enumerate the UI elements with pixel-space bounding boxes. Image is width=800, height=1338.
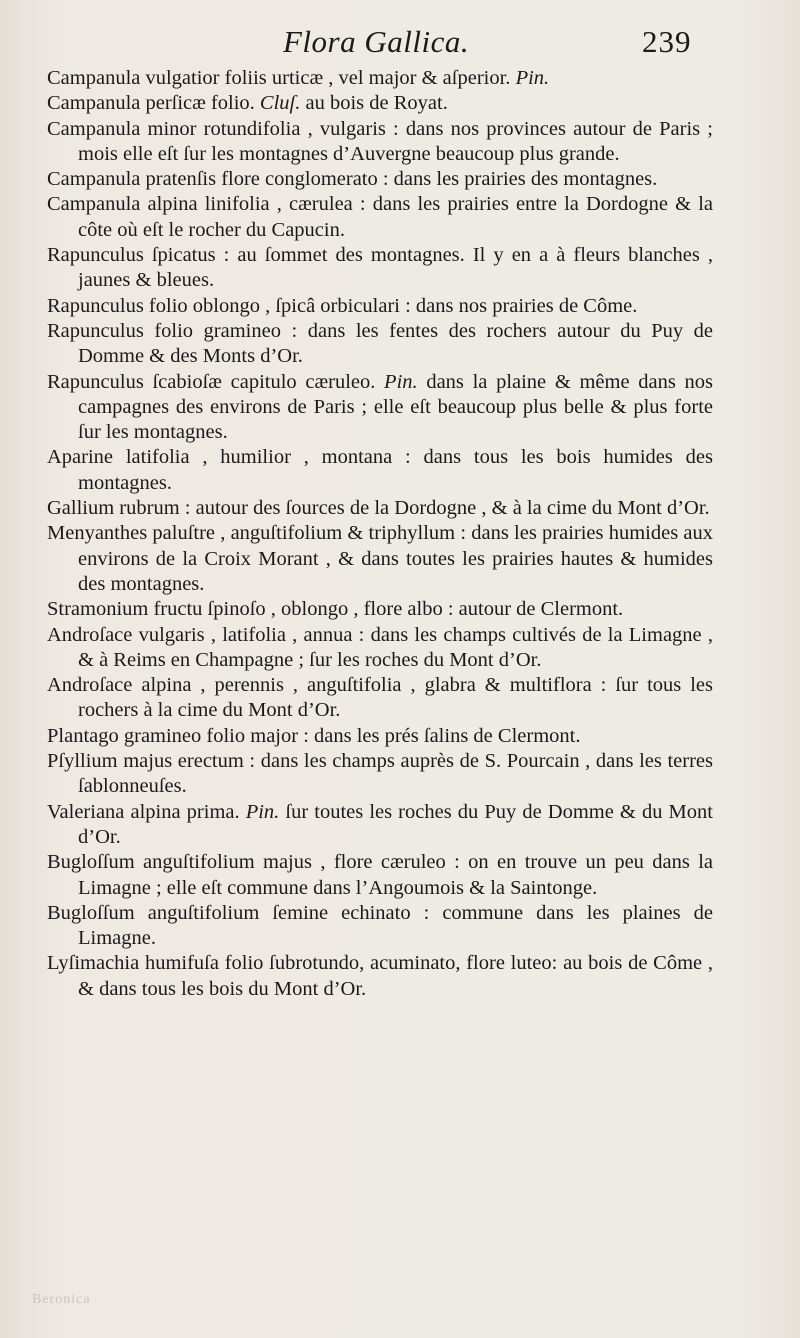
species-entry-19: Bugloſſum anguſtifolium majus , flore cæruleo : on en trouve un peu dans la Limagne ; elle eſt commune dans l’Angoumois & la Saintonge.: [47, 851, 713, 899]
species-entry-10: Aparine latifolia , humilior , montana : dans tous les bois humides des montagnes.: [47, 446, 713, 494]
species-entry-3: Campanula minor rotundifolia , vulgaris : dans nos provinces autour de Paris ; mois elle eſt ſur les montagnes d’Auvergne beaucoup plus grande.: [47, 117, 713, 165]
species-entry-13: Stramonium fructu ſpinoſo , oblongo , flore albo : autour de Clermont.: [47, 598, 624, 621]
species-entry-18: Valeriana alpina prima. Pin. ſur toutes les roches du Puy de Domme & du Mont d’Or.: [47, 800, 713, 848]
species-entry-12: Menyanthes paluſtre , anguſtifolium & triphyllum : dans les prairies humides aux environs de la Croix Morant , & dans toutes les prairies hautes & humides des montagnes.: [47, 522, 713, 595]
species-entry-14: Androſace vulgaris , latifolia , annua : dans les champs cultivés de la Limagne , & à Reims en Champagne ; ſur les roches du Mont d’Or.: [47, 623, 713, 671]
species-entry-11: Gallium rubrum : autour des ſources de la Dordogne , & à la cime du Mont d’Or.: [47, 497, 710, 520]
species-entry-15: Androſace alpina , perennis , anguſtifolia , glabra & multiflora : ſur tous les rochers à la cime du Mont d’Or.: [47, 674, 713, 722]
species-entry-8: Rapunculus folio gramineo : dans les fentes des rochers autour du Puy de Domme & des Monts d’Or.: [47, 319, 713, 368]
species-entry-20: Bugloſſum anguſtifolium ſemine echinato : commune dans les plaines de Limagne.: [47, 901, 713, 950]
species-entry-5: Campanula alpina linifolia , cærulea : dans les prairies entre la Dordogne & la côte où eſt le rocher du Capucin.: [47, 193, 713, 241]
species-entry-17: Pſyllium majus erectum : dans les champs auprès de S. Pourcain , dans les terres ſablonneuſes.: [47, 750, 713, 798]
page-title: Flora Gallica.: [283, 24, 470, 59]
species-entry-9: Rapunculus ſcabioſæ capitulo cæruleo. Pin. dans la plaine & même dans nos campagnes des environs de Paris ; elle eſt beaucoup plus belle & plus forte ſur les montagnes.: [47, 370, 713, 444]
species-list: [47, 66, 713, 1002]
species-entry-6: Rapunculus ſpicatus : au ſommet des montagnes. Il y en a à fleurs blanches , jaunes & bleues.: [47, 244, 713, 292]
species-entry-16: Plantago gramineo folio major : dans les prés ſalins de Clermont.: [47, 724, 581, 747]
species-entry-2: Campanula perſicæ folio. Cluſ. au bois de Royat.: [47, 92, 448, 115]
species-entry-21: Lyſimachia humifuſa folio ſubrotundo, acuminato, flore luteo: au bois de Côme , & dans tous les bois du Mont d’Or.: [47, 952, 713, 1000]
page-number: 239: [642, 24, 692, 59]
species-entry-1: Campanula vulgatior foliis urticæ , vel major & aſperior. Pin.: [47, 67, 550, 89]
species-entry-7: Rapunculus folio oblongo , ſpicâ orbiculari : dans nos prairies de Côme.: [47, 294, 638, 317]
species-entry-4: Campanula pratenſis flore conglomerato : dans les prairies des montagnes.: [47, 168, 658, 191]
bleed-through-text: Beronica: [32, 1292, 91, 1307]
running-head: [0, 24, 800, 64]
